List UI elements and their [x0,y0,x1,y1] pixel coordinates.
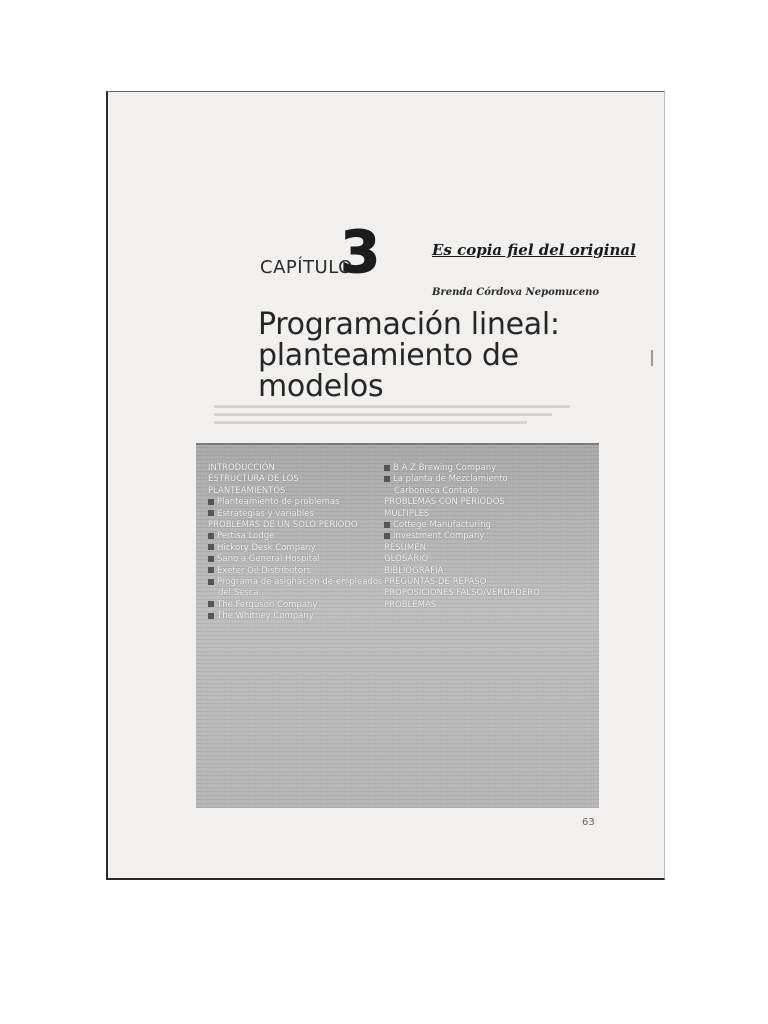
contents-entry-text: PREGUNTAS DE REPASO [384,577,487,588]
contents-entry-text: B A Z Brewing Company [393,463,497,473]
chapter-contents-box [196,443,599,808]
chapter-title [258,309,598,402]
bullet-square-icon [208,601,214,607]
certification-stamp: Es copia fiel del original [432,241,636,259]
contents-entry-text: PROBLEMAS CON PERIODOS [384,497,505,508]
contents-entry-text: RESUMEN [384,542,426,553]
contents-entry-text: PLANTEAMIENTOS [208,485,286,496]
contents-entry [384,566,589,577]
contents-entry [208,474,386,485]
contents-entry-text: MÚLTIPLES [384,508,430,519]
contents-entry [208,554,386,565]
contents-entry-text: ESTRUCTURA DE LOS [208,474,299,485]
bullet-square-icon [208,567,214,573]
contents-entry [384,531,589,542]
contents-entry [384,520,589,531]
contents-entry [384,554,589,565]
contents-entry-text: GLOSARIO [384,554,429,565]
contents-entry [384,588,589,599]
stamp-signature-name: Brenda Córdova Nepomuceno [432,287,600,298]
faded-intro-text [214,400,570,442]
contents-entry [208,543,386,554]
contents-entry-text: Hickory Desk Company [217,542,316,553]
contents-entry-text: Pertisa Lodge [217,531,275,542]
contents-entry-text: The Whitney Company [217,611,314,622]
contents-entry [208,509,386,520]
contents-entry-text: INTRODUCCIÓN [208,463,275,473]
contents-entry-text: La planta de Mezclamiento [393,474,508,485]
bleed-through-text [436,158,440,173]
contents-entry [384,474,589,485]
contents-entry-text: PROPOSICIONES FALSO/VERDADERO [384,588,540,599]
chapter-title-line: modelos [258,369,384,404]
contents-entry [208,611,386,622]
bullet-square-icon [208,544,214,550]
bullet-square-icon [208,510,214,516]
contents-entry-text: PROBLEMAS DE UN SOLO PERIODO [208,520,358,531]
contents-entry [208,600,386,611]
contents-entry [208,566,386,577]
contents-entry-text: Programa de asignación de empleados [217,577,383,588]
margin-mark [651,350,653,366]
contents-entry [208,520,386,531]
contents-right-column [384,463,589,611]
contents-entry-text: The Ferguson Company [217,599,318,610]
bullet-square-icon [384,476,390,482]
bullet-square-icon [208,533,214,539]
chapter-title-line: Programación lineal: [258,307,560,342]
bullet-square-icon [384,465,390,471]
chapter-number: 3 [340,218,381,286]
contents-entry [384,577,589,588]
chapter-label: CAPÍTULO [260,257,353,278]
contents-entry [384,600,589,611]
contents-entry-text: Cottege Manufacturing [393,520,491,531]
contents-entry-text: Investment Company [393,531,485,542]
contents-entry [208,463,386,474]
contents-left-column [208,463,386,623]
bullet-square-icon [384,522,390,528]
chapter-title-line: planteamiento de [258,338,519,373]
contents-entry [384,486,589,497]
contents-entry [384,509,589,520]
bullet-square-icon [208,579,214,585]
contents-entry-text: Exeter Oil Distributors [217,565,312,576]
contents-entry [384,543,589,554]
contents-entry-text: Sano a General Hospital [217,554,320,565]
contents-entry [208,588,386,599]
contents-entry [208,577,386,588]
contents-entry [208,497,386,508]
contents-entry-text: Planteamiento de problemas [217,497,340,508]
contents-entry-text: del Sesca [218,588,259,599]
bullet-square-icon [208,556,214,562]
contents-entry-text: Carboneca Contado [394,485,479,496]
contents-entry [384,497,589,508]
bullet-square-icon [208,613,214,619]
contents-entry-text: Estrategias y variables [217,508,314,519]
contents-entry [384,463,589,474]
page-number: 63 [582,817,595,828]
contents-entry [208,531,386,542]
contents-entry-text: BIBLIOGRAFÍA [384,565,444,576]
contents-entry [208,486,386,497]
bullet-square-icon [384,533,390,539]
bullet-square-icon [208,499,214,505]
contents-entry-text: PROBLEMAS [384,599,437,610]
